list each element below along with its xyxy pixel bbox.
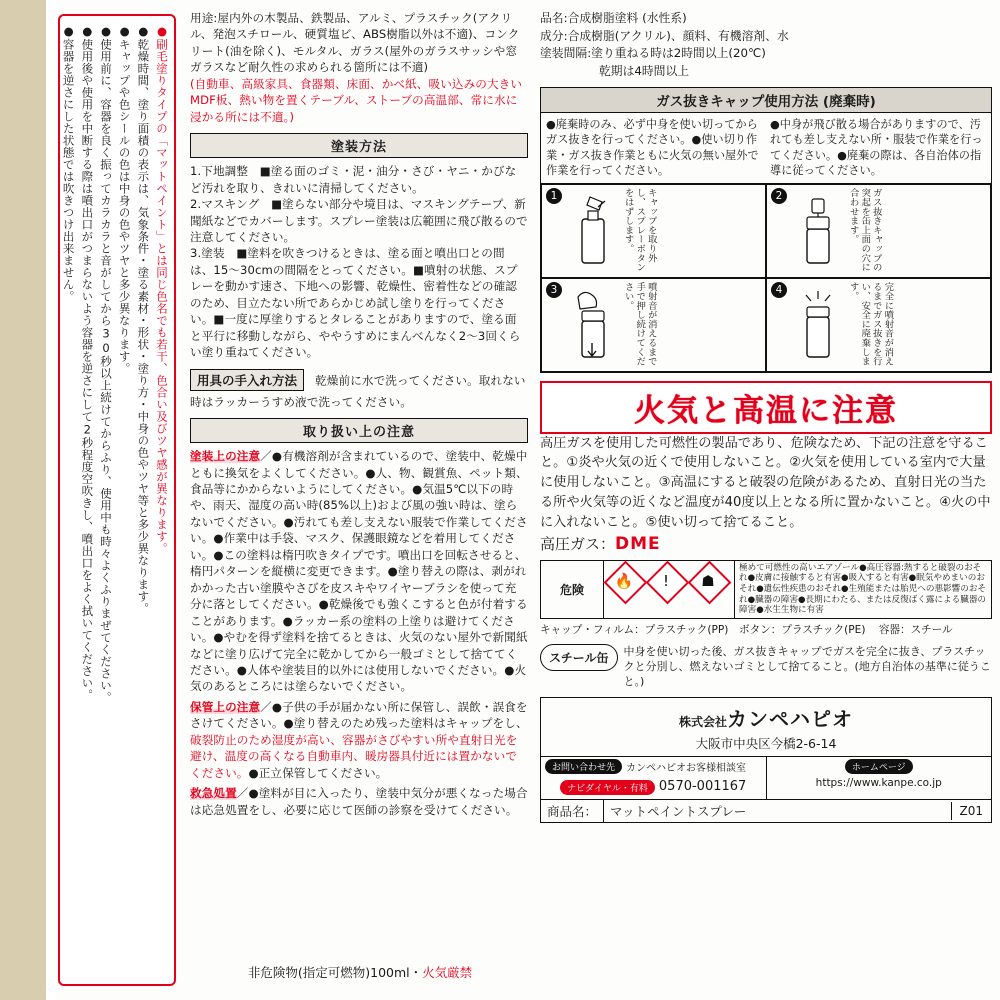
gas-release-body-right: ●中身が飛び散る場合がありますので、汚れても差し支えない所・服装で作業を行ってください。●廃棄の際は、各自治体の指導に従ってください。 — [770, 117, 983, 178]
usage-text: 用途:屋内外の木製品、鉄製品、アルミ、プラスチック(アクリル、発泡スチロール、硬質塩ビ、ABS樹脂以外は不適)、コンクリート(油を除く)、モルタル、ガラス(屋外のガラスサッシや窓ガラスなど耐久性の求められる箇所には不適) — [190, 11, 520, 75]
vertical-note-5: ●容器を逆さにした状態では吹きつけ出来ません。 — [61, 24, 76, 303]
propellant-label: 高圧ガス： — [540, 534, 616, 553]
gas-step-2-text: ガス抜きキャップの突起を缶上面の穴に合わせます。 — [847, 187, 882, 272]
fire-heat-warning-body: 高圧ガスを使用した可燃性の製品であり、危険なため、下記の注意を守ること。①炎や火気の近くで使用しないこと。②火気を使用している室内で大量に使用しないこと。③高温にすると破裂の危険があるため、直射日光の当たる所や火気等の近くなど温度が40度以上となる所に置かないこと。④火の中に入れないこと。⑤使い切って捨てること。 — [540, 435, 991, 530]
ghs-block — [540, 560, 992, 620]
homepage-label: ホームページ — [845, 759, 913, 774]
gas-release-title: ガス抜きキャップ使用方法 (廃棄時) — [541, 88, 991, 113]
paint-caution-label: 塗装上の注意 — [190, 449, 261, 464]
health-hazard-icon: ☗ — [691, 564, 731, 604]
spec-line-3: 乾期は4時間以上 — [540, 64, 690, 79]
product-label: 商品名： — [541, 800, 604, 822]
gas-release-body — [541, 113, 991, 183]
company-name: カンペハピオ — [727, 706, 853, 731]
spec-block — [540, 10, 992, 81]
flame-icon: 🔥 — [607, 564, 647, 604]
right-column — [540, 10, 992, 823]
steel-can-row — [540, 644, 992, 690]
gas-step-3-text: 噴射音が消えるまで手で押し続けてください。 — [622, 281, 657, 366]
nozzle-insert-icon — [791, 188, 843, 274]
propellant-name: DME — [615, 533, 661, 554]
paint-caution-text: ／●有機溶剤が含まれているので、塗装中、乾燥中ともに換気をよくしてください。●人、物、観賞魚、ペット類、食品等にかからないようにしてください。●気温5℃以下の時や、雨天、湿度の高い時(85%以上)および風の強い時は、塗らないでください。●汚れても差し支えない服装で作業してください。●作業中は手袋、マスク、保護眼鏡などを着用してください。●この塗料は楕円吹きタイプです。噴出口を回転させると、楕円パターンを縦横に変更できます。●塗り替えの際は、剥がれかかった古い塗膜やさびを皮スキやワイヤーブラシを使って充分に落としてください。●乾燥後でも強くこすると色が付着することがあります。●ラッカー系の塗料の上塗りは避けてください。●やむを得ず塗料を捨てるときは、火気のない屋外で新聞紙などに塗り広げて完全に乾かしてから一般ゴミとして捨ててください。●人体や塗装目的以外には使用しないでください。●火気のあるところには塗らないでください。 — [190, 449, 528, 694]
tool-care-header: 用具の手入れ方法 — [190, 369, 304, 391]
firstaid-text: ／●塗料が目に入ったり、塗装中気分が悪くなった場合は応急処置をし、必要に応じて医師の診察を受けてください。 — [190, 786, 528, 817]
storage-caution-block — [190, 699, 528, 781]
spray-can-cap-off-icon — [566, 188, 618, 274]
steel-can-text: 中身を使い切った後、ガス抜きキャップでガスを完全に抜き、プラスチックと分別し、燃えないゴミとして捨てること。(地方自治体の基準に従うこと。) — [623, 644, 991, 689]
painting-step-1: 1.下地調整 ■塗る面のゴミ・泥・油分・さび・ヤニ・かびなど汚れを取り、きれいに清掃してください。 — [190, 164, 517, 195]
left-white-gap — [46, 0, 56, 1000]
company-prefix: 株式会社 — [678, 714, 727, 729]
section-header-painting-method: 塗装方法 — [190, 133, 528, 158]
step-number-1: 1 — [546, 188, 562, 204]
contact-number-row — [541, 776, 766, 799]
gas-step-4 — [766, 278, 991, 372]
step-number-3: 3 — [546, 282, 562, 298]
gas-step-3 — [541, 278, 766, 372]
company-address: 大阪市中央区今橋2-6-14 — [695, 735, 837, 751]
spec-line-0: 品名:合成樹脂塗料 (水性系) — [540, 11, 687, 25]
spec-line-2: 塗装間隔:塗り重ねる時は2時間以上(20℃) — [540, 46, 766, 61]
storage-caution-label: 保管上の注意 — [190, 699, 261, 714]
spec-line-1: 成分:合成樹脂(アクリル)、顔料、有機溶剤、水 — [540, 28, 789, 43]
bottom-hazard-note-a: 非危険物(指定可燃物)100ml・ — [247, 965, 423, 980]
gas-step-4-text: 完全に噴射音が消えるまでガス抜きを行い、安全に廃棄します。 — [847, 281, 894, 366]
homepage-url[interactable]: https://www.kanpe.co.jp — [815, 776, 942, 789]
bottom-hazard-note-red: 火気厳禁 — [422, 965, 473, 980]
exclamation-icon: ! — [649, 564, 689, 604]
middle-column — [190, 10, 528, 818]
material-right: 容器：スチール — [878, 624, 953, 637]
material-line — [540, 623, 992, 638]
gas-release-box — [540, 87, 992, 373]
contact-left-label: お問い合わせ先 — [545, 759, 622, 774]
ghs-pictograms — [604, 561, 735, 619]
painting-step-3: 3.塗装 ■塗料を吹きつけるときは、塗る面と噴出口との間は、15〜30cmの間隔をとってください。■噴射の状態、スプレーを動かす速さ、下地への影響、乾燥性、密着性などの確認のため、目立たない所であらかじめ試し塗りを行ってください。■一度に厚塗りするとタレることがありますので、塗る面と平行に移動しながら、ややうすめにまんべんなく2〜3回くらい塗り重ねてください。 — [190, 246, 521, 360]
ghs-signal-word: 危険 — [541, 561, 604, 619]
bottom-hazard-note — [190, 963, 530, 981]
vertical-notes-panel — [58, 14, 176, 986]
gas-step-1 — [541, 184, 766, 278]
step-number-4: 4 — [771, 282, 787, 298]
company-name-line — [541, 698, 991, 734]
steel-can-badge: スチール缶 — [540, 644, 618, 671]
usage-unsuitable-text: (自動車、高級家具、食器類、床面、かべ紙、吸い込みの大きいMDF板、熱い物を置くテーブル、ストーブの高温部、常に水に浸かる所には不適。) — [190, 76, 523, 124]
contact-number[interactable]: 0570-001167 — [658, 778, 747, 794]
storage-caution-tail: ●正立保管してください。 — [248, 765, 388, 780]
firstaid-block — [190, 785, 528, 818]
homepage-pill-row — [767, 757, 992, 776]
product-name: マットペイントスプレー — [610, 803, 747, 819]
paint-caution-block — [190, 448, 528, 695]
painting-step-2: 2.マスキング ■塗らない部分や境目は、マスキングテープ、新聞紙などでカバーします。スプレー塗装は広範囲に飛び散るので注意してください。 — [190, 197, 528, 244]
navi-dial-badge: ナビダイヤル・有料 — [560, 780, 655, 795]
contact-left — [541, 757, 767, 799]
gas-step-1-text: キャップを取り外し、スプレーボタンをはずします。 — [622, 187, 657, 272]
tool-care-block — [190, 369, 528, 410]
storage-caution-red: 破裂防止のため湿度が高い、容器がさびやすい所や直射日光を避け、温度の高くなる自動車内、暖房器具付近には置かないでください。 — [190, 732, 518, 780]
ghs-hazard-text: 極めて可燃性の高いエアゾール●高圧容器:熱すると破裂のおそれ●皮膚に接触すると有害●吸入すると有害●眠気やめまいのおそれ●遺伝性疾患のおそれ●生殖能または胎児への悪影響のおそれ●臓器の障害●長期にわたる、または反復ばく露による臓器の障害●水生生物に有害 — [739, 562, 987, 616]
gas-release-icon — [791, 282, 843, 368]
fire-heat-warning-banner: 火気と高温に注意 — [540, 381, 992, 434]
contact-left-pills — [541, 757, 766, 776]
contact-block — [541, 756, 991, 799]
storage-caution-text: ／●子供の手が届かない所に保管し、誤飲・誤食をさけてください。●塗り替えのため残った塗料はキャップをし、 — [190, 699, 528, 731]
section-header-handling: 取り扱い上の注意 — [190, 418, 528, 443]
vertical-note-3: ●使用前に、容器を良く振ってカラカラと音がしてから30秒以上続けてからふり、使用中も時々よくふりまぜてください。 — [98, 24, 113, 704]
material-left: キャップ・フィルム：プラスチック(PP) ボタン：プラスチック(PE) — [540, 624, 866, 637]
firstaid-label: 救急処置 — [190, 786, 237, 801]
vertical-note-0: ●刷毛塗りタイプの「マットペイント」とは同じ色名でも若干、色合い及びツヤ感が異なります。 — [155, 24, 169, 555]
press-down-icon — [566, 282, 618, 368]
gas-step-2 — [766, 184, 991, 278]
gas-release-steps — [541, 183, 991, 372]
vertical-note-1: ●乾燥時間、塗り面積の表示は、気象条件・塗る素材・形状・塗り方・中身の色やツヤ等と多少異なります。 — [136, 24, 151, 615]
contact-right — [767, 757, 992, 799]
step-number-2: 2 — [771, 188, 787, 204]
product-row — [541, 799, 991, 822]
company-block — [540, 697, 992, 823]
vertical-note-4: ●使用後や使用を中断する際は噴出口がつまらないよう容器を逆さにして2秒程度空吹きし、噴出口をよく拭いてください。 — [80, 24, 95, 701]
vertical-note-2: ●キャップや色シールの色は中身の色やツヤと多少異なります。 — [117, 24, 132, 375]
gas-release-body-left: ●廃棄時のみ、必ず中身を使い切ってからガス抜きを行ってください。●使い切り作業・ガス抜き作業ともに火気の無い屋外で作業を行ってください。 — [546, 117, 759, 178]
product-code: Z01 — [951, 802, 992, 820]
left-beige-band — [0, 0, 46, 1000]
vertical-notes-columns — [61, 24, 170, 976]
tool-care-text: 乾燥前に水で洗ってください。取れない時はラッカーうすめ液で洗ってください。 — [190, 373, 526, 409]
propellant-line — [540, 533, 992, 554]
contact-left-sub: カンペハピオお客様相談室 — [626, 762, 747, 774]
